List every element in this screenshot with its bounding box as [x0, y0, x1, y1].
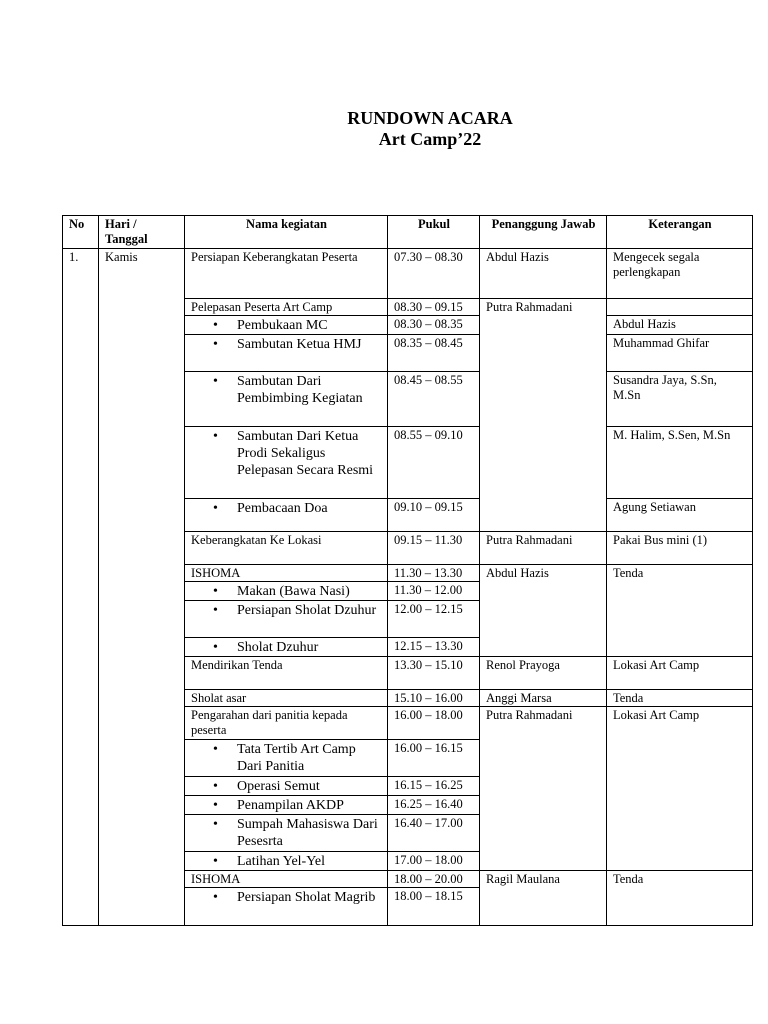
cell-kegiatan: Pengarahan dari panitia kepada peserta: [185, 707, 388, 740]
cell-pukul: 18.00 – 18.15: [388, 888, 480, 926]
title-block: [0, 108, 768, 150]
cell-pukul: 08.45 – 08.55: [388, 372, 480, 427]
cell-keterangan: Muhammad Ghifar: [607, 335, 753, 372]
cell-keterangan: Lokasi Art Camp: [607, 707, 753, 871]
cell-keterangan: Mengecek segala perlengkapan: [607, 249, 753, 299]
sub-activity-label: Makan (Bawa Nasi): [237, 584, 350, 599]
cell-kegiatan: Sholat asar: [185, 690, 388, 707]
cell-pukul: 08.30 – 09.15: [388, 299, 480, 316]
cell-pukul: 16.15 – 16.25: [388, 777, 480, 796]
cell-pukul: 07.30 – 08.30: [388, 249, 480, 299]
cell-keterangan: Tenda: [607, 565, 753, 657]
document-title: RUNDOWN ACARA: [347, 108, 513, 128]
cell-pukul: 08.30 – 08.35: [388, 316, 480, 335]
cell-pukul: 15.10 – 16.00: [388, 690, 480, 707]
sub-activity-label: Sambutan Dari Ketua Prodi Sekaligus Pelepasan Secara Resmi: [237, 429, 374, 478]
cell-kegiatan-sub: • Persiapan Sholat Magrib: [185, 888, 388, 926]
cell-kegiatan: Mendirikan Tenda: [185, 657, 388, 690]
cell-penanggung-jawab: Putra Rahmadani: [480, 532, 607, 565]
cell-kegiatan: ISHOMA: [185, 565, 388, 582]
cell-kegiatan: Keberangkatan Ke Lokasi: [185, 532, 388, 565]
header-kegiatan: Nama kegiatan: [185, 216, 388, 249]
cell-pukul: 08.55 – 09.10: [388, 427, 480, 499]
sub-activity-label: Sambutan Dari Pembimbing Kegiatan: [237, 374, 363, 406]
cell-kegiatan-sub: • Makan (Bawa Nasi): [185, 582, 388, 601]
cell-pukul: 09.10 – 09.15: [388, 499, 480, 532]
cell-kegiatan: ISHOMA: [185, 871, 388, 888]
cell-keterangan: Tenda: [607, 690, 753, 707]
cell-pukul: 16.25 – 16.40: [388, 796, 480, 815]
sub-activity-label: Sumpah Mahasiswa Dari Pesesrta: [237, 817, 378, 849]
cell-penanggung-jawab: Putra Rahmadani: [480, 299, 607, 532]
cell-penanggung-jawab: Abdul Hazis: [480, 249, 607, 299]
cell-kegiatan-sub: • Pembacaan Doa: [185, 499, 388, 532]
cell-pukul: 09.15 – 11.30: [388, 532, 480, 565]
sub-activity-label: Penampilan AKDP: [237, 798, 344, 813]
cell-kegiatan-sub: • Sholat Dzuhur: [185, 638, 388, 657]
document-subtitle: Art Camp’22: [378, 129, 482, 149]
sub-activity-label: Sholat Dzuhur: [237, 640, 319, 655]
cell-pukul: 18.00 – 20.00: [388, 871, 480, 888]
cell-kegiatan-sub: • Pembukaan MC: [185, 316, 388, 335]
cell-no: 1.: [63, 249, 99, 926]
header-row: [63, 216, 753, 249]
cell-penanggung-jawab: Abdul Hazis: [480, 565, 607, 657]
cell-penanggung-jawab: Ragil Maulana: [480, 871, 607, 926]
cell-keterangan: Susandra Jaya, S.Sn, M.Sn: [607, 372, 753, 427]
cell-pukul: 12.00 – 12.15: [388, 601, 480, 638]
sub-activity-label: Tata Tertib Art Camp Dari Panitia: [237, 742, 356, 774]
sub-activity-label: Operasi Semut: [237, 779, 320, 794]
cell-kegiatan-sub: • Sambutan Dari Pembimbing Kegiatan: [185, 372, 388, 427]
cell-kegiatan-sub: • Operasi Semut: [185, 777, 388, 796]
table-row: [63, 249, 753, 299]
cell-kegiatan-sub: • Sambutan Ketua HMJ: [185, 335, 388, 372]
header-no: No: [63, 216, 99, 249]
cell-pukul: 11.30 – 13.30: [388, 565, 480, 582]
cell-keterangan: M. Halim, S.Sen, M.Sn: [607, 427, 753, 499]
cell-pukul: 08.35 – 08.45: [388, 335, 480, 372]
cell-kegiatan: Pelepasan Peserta Art Camp: [185, 299, 388, 316]
cell-kegiatan-sub: • Persiapan Sholat Dzuhur: [185, 601, 388, 638]
cell-keterangan: [607, 299, 753, 316]
cell-pukul: 13.30 – 15.10: [388, 657, 480, 690]
cell-kegiatan-sub: • Penampilan AKDP: [185, 796, 388, 815]
cell-kegiatan-sub: • Latihan Yel-Yel: [185, 852, 388, 871]
cell-kegiatan: Persiapan Keberangkatan Peserta: [185, 249, 388, 299]
rundown-table: [62, 215, 753, 926]
sub-activity-label: Pembukaan MC: [237, 318, 328, 333]
cell-keterangan: Tenda: [607, 871, 753, 926]
sub-activity-label: Sambutan Ketua HMJ: [237, 337, 362, 352]
sub-activity-label: Pembacaan Doa: [237, 501, 328, 516]
sub-activity-label: Latihan Yel-Yel: [237, 854, 326, 869]
cell-penanggung-jawab: Renol Prayoga: [480, 657, 607, 690]
cell-hari: Kamis: [99, 249, 185, 926]
cell-pukul: 17.00 – 18.00: [388, 852, 480, 871]
cell-pukul: 12.15 – 13.30: [388, 638, 480, 657]
cell-penanggung-jawab: Anggi Marsa: [480, 690, 607, 707]
cell-pukul: 11.30 – 12.00: [388, 582, 480, 601]
cell-kegiatan-sub: • Sumpah Mahasiswa Dari Pesesrta: [185, 815, 388, 852]
sub-activity-label: Persiapan Sholat Dzuhur: [237, 603, 377, 618]
cell-keterangan: Pakai Bus mini (1): [607, 532, 753, 565]
header-pukul: Pukul: [388, 216, 480, 249]
cell-kegiatan-sub: • Sambutan Dari Ketua Prodi Sekaligus Pelepasan Secara Resmi: [185, 427, 388, 499]
cell-keterangan: Lokasi Art Camp: [607, 657, 753, 690]
header-keterangan: Keterangan: [607, 216, 753, 249]
cell-keterangan: Abdul Hazis: [607, 316, 753, 335]
cell-pukul: 16.40 – 17.00: [388, 815, 480, 852]
header-penanggung-jawab: Penanggung Jawab: [480, 216, 607, 249]
cell-keterangan: Agung Setiawan: [607, 499, 753, 532]
cell-penanggung-jawab: Putra Rahmadani: [480, 707, 607, 871]
sub-activity-label: Persiapan Sholat Magrib: [237, 890, 376, 905]
cell-pukul: 16.00 – 18.00: [388, 707, 480, 740]
cell-kegiatan-sub: • Tata Tertib Art Camp Dari Panitia: [185, 740, 388, 777]
header-hari: Hari / Tanggal: [99, 216, 185, 249]
cell-pukul: 16.00 – 16.15: [388, 740, 480, 777]
